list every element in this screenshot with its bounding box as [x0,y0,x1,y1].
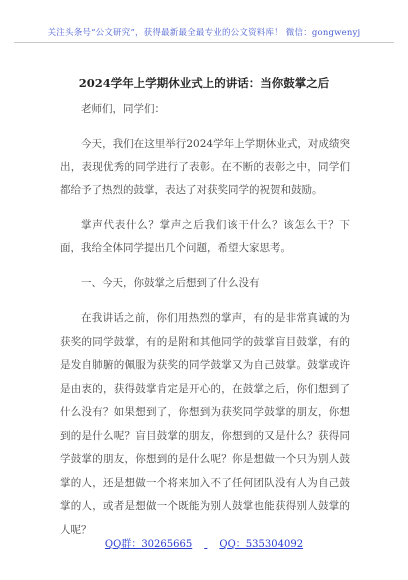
section-heading: 一、今天，你鼓掌之后想到了什么没有 [81,277,260,289]
footer-qq-group[interactable]: QQ群：30265665 [104,539,193,550]
header-note: 关注头条号“公文研究”，获得最新最全最专业的公文资料库！ 微信：gongwenyj [47,28,361,38]
body-paragraph: 掌声代表什么？掌声之后我们该干什么？该怎么干？下面，我给全体同学提出几个问题，希望大家思考。 [60,219,350,254]
document-body [60,98,350,554]
greeting-paragraph: 老师们，同学们： [81,103,165,115]
header-divider [14,42,394,43]
body-paragraph: 今天，我们在这里举行2024学年上学期休业式，对成绩突出，表现优秀的同学进行了表彰。在不断的表彰之中，同学们都给予了热烈的鼓掌，表达了对获奖同学的祝贺和鼓励。 [60,138,350,196]
footer-contacts [0,535,408,550]
body-paragraph: 在我讲话之前，你们用热烈的掌声，有的是非常真诚的为获奖的同学鼓掌，有的是附和其他同学的鼓掌盲目鼓掌，有的是发自肺腑的佩服为获奖的同学鼓掌又为自己鼓掌。鼓掌或许是由衷的，获得鼓掌肯定是开心的，在鼓掌之后，你们想到了什么没有？如果想到了，你想到为获奖同学鼓掌的朋友，你想到的是什么呢？盲目鼓掌的朋友，你想到的又是什么？获得同学鼓掌的朋友，你想到的是什么呢？你是想做一个只为别人鼓掌的人，还是想做一个将来加入不了任何团队没有人为自己鼓掌的人，或者是想做一个既能为别人鼓掌也能获得别人鼓掌的人呢？ [60,312,350,536]
footer-qq-number[interactable]: QQ：535304092 [219,539,304,550]
document-title: 2024学年上学期休业式上的讲话：当你鼓掌之后 [78,76,330,90]
